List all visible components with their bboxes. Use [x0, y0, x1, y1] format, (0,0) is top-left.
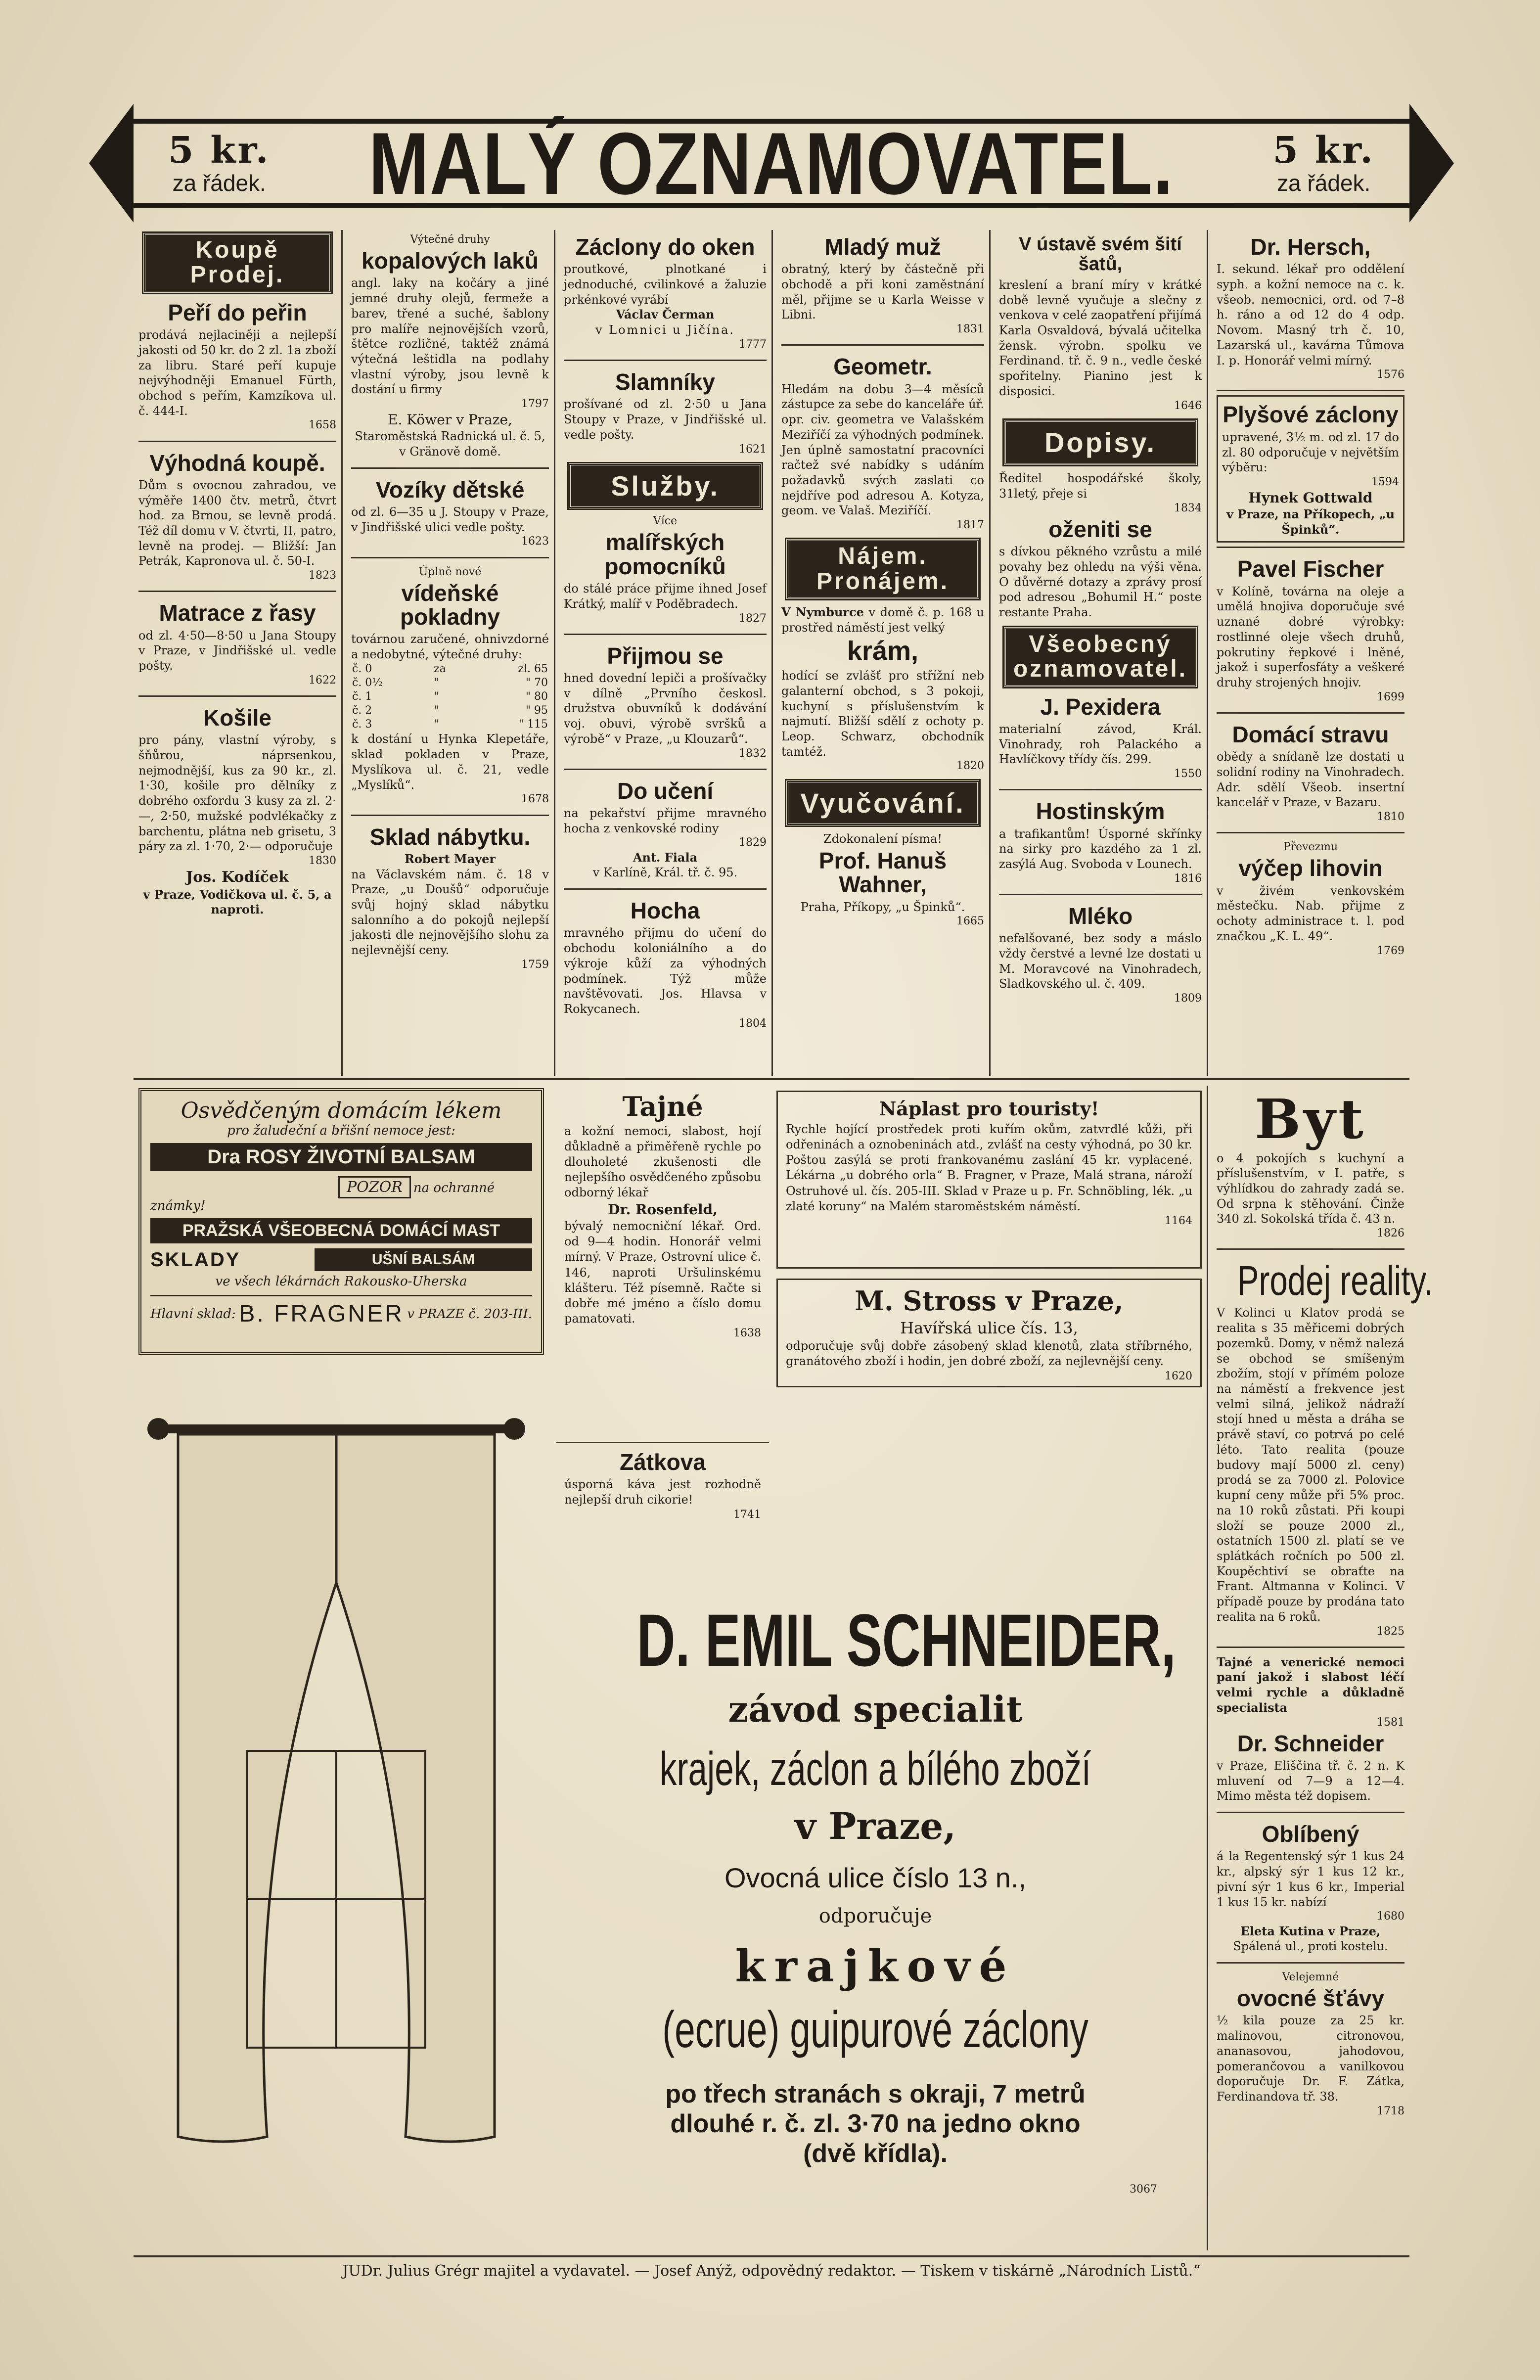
divider [1217, 832, 1404, 833]
ad-number: 1817 [956, 519, 984, 532]
ad-text: obědy a snídaně lze dostati u solidní rodiny na Vinohradech. Adr. sdělí Všeob. insertní kancelář v Praze, v Bazaru. [1217, 750, 1404, 810]
ad-text: Zdokonalení písma! [823, 832, 942, 846]
divider [1217, 390, 1404, 391]
ad-firm: Robert Mayer [404, 851, 496, 866]
size: č. 0½ [352, 676, 383, 689]
ad-title: vídeňské pokladny [400, 580, 500, 630]
ad-hersch [1217, 230, 1404, 386]
ad-text: na Václavském nám. č. 18 v Praze, „u Doušů“ odporučuje svůj hojný sklad nábytku salonního a do pokojů nejlepší jakosti dle nejnovějšího slohu za nejlevnější ceny. [351, 867, 549, 958]
ad-line-9: po třech stranách s okraji, 7 metrů [665, 2080, 1086, 2108]
ad-number: 1831 [956, 323, 984, 336]
ad-line-10: dlouhé r. č. zl. 3·70 na jedno okno [670, 2109, 1081, 2138]
ad-text: Dům s ovocnou zahradou, ve výměře 1400 čtv. metrů, čtvrt hod. za Brnou, se levně prodá. Též díl domu v V. čtvrti, II. patro, levně na prodej. — Bližší: Jan Petrák, Kapronova ul. č. 50-I. [138, 478, 336, 568]
ad-slamniky [564, 365, 767, 460]
ad-pretitle: Více [653, 515, 678, 528]
price-row [351, 718, 549, 732]
ad-number: 1741 [733, 1508, 761, 1521]
ad-line-6: odporučuje [818, 1905, 932, 1927]
product-label-mast: PRAŽSKÁ VŠEOBECNÁ DOMÁCÍ MAST [150, 1218, 532, 1243]
ad-firm: V Nymburce [781, 605, 864, 620]
column-6 [1212, 230, 1409, 1076]
column-2 [346, 230, 554, 1076]
fragner-row [150, 1295, 532, 1327]
curtain-illustration [148, 1405, 524, 2176]
ad-title: V ústavě svém šití šatů, [1019, 234, 1182, 275]
column-divider [1207, 1086, 1208, 2250]
ad-sklad-nabytku [351, 820, 549, 976]
ad-title: Mléko [1068, 903, 1133, 929]
ad-line-8: (ecrue) guipurové záclony [662, 2001, 1088, 2059]
ad-number: 1832 [739, 747, 767, 760]
price: " 70 [525, 676, 548, 689]
ad-number: 1825 [1377, 1625, 1404, 1638]
ad-text: od zl. 4·50—8·50 u Jana Stoupy v Praze, v Jindřišské ul. vedle pošty. [138, 628, 336, 673]
divider [1217, 1647, 1404, 1648]
ad-title: Peří do peřin [168, 299, 307, 325]
fragner-name: B. FRAGNER [239, 1301, 404, 1327]
price-per-line: za řádek. [172, 170, 266, 196]
column-divider [771, 230, 773, 1076]
ad-text: materialní závod, Král. Vinohrady, roh Palackého a Havlíčkovy třídy čís. 299. [999, 722, 1202, 767]
ad-number: 1680 [1377, 1910, 1404, 1923]
ad-text: mravného přijmu do učení do obchodu koloniálního a do výkroje kůží za výhodných podmínek. Týž může navštěvovati. Jos. Hlavsa v Rokycanech. [564, 926, 767, 1016]
section-banner-koupe-prodej: Koupě Prodej. [143, 233, 331, 293]
ad-text: hned dovední lepiči a prošívačky v dílně „Prvního českosl. družstva obuvníků k dodávání voj. obuvi, výrobě svršků a výrobě“ v Praze, „u Klouzarů“. [564, 671, 767, 746]
ad-oblibeny [1217, 1817, 1404, 1958]
ad-title: oženiti se [1048, 516, 1152, 542]
ad-line-5: Ovocná ulice číslo 13 n., [724, 1862, 1027, 1893]
ad-number: 1576 [1377, 368, 1404, 381]
curtain-left-panel [178, 1434, 336, 2142]
ad-address: v Praze, Vodičkova ul. č. 5, a naproti. [143, 887, 332, 917]
price-per-line: za řádek. [1277, 170, 1371, 196]
ad-vyhodna-koupe [138, 446, 336, 587]
left-arrow-ornament [89, 104, 134, 223]
column-divider [1207, 230, 1208, 1076]
section-divider [134, 1078, 1409, 1080]
divider [138, 695, 336, 697]
label: " [434, 690, 439, 703]
divider [351, 467, 549, 469]
hlavni-sklad-label: Hlavní sklad: [150, 1306, 236, 1322]
ad-peri [138, 296, 336, 437]
ad-text: V Kolinci u Klatov prodá se realita s 35 měřicemi dobrých pozemků. Domy, v němž nalezá se obchod se smíšeným zbožím, stojí v přímém poloze na náměstí a frekvence jest velmi silná, jelikož nádraží stojí hned u města a dráha se právě staví, co potrvá po celé léto. Tato realita (pouze budovy mají 5000 zl. ceny) prodá se za 7000 zl. Polovice kupní ceny může při 5% proc. na 10 roků zůstati. Při koupi složí se pouze 2000 zl., ostatních 1500 zl. platí se ve splátkách ročních po 500 zl. Koupěchtiví se obraťte na Frant. Altmanna v Kolinci. V případě pouze by prodána tato realita na 6 roků. [1217, 1306, 1404, 1624]
ad-address: Staroměstská Radnická ul. č. 5, v Gränově domě. [355, 429, 545, 458]
ad-number: 1797 [521, 398, 549, 411]
divider [138, 441, 336, 442]
divider [138, 591, 336, 592]
price-amount: 5 kr. [168, 129, 271, 172]
ad-kram [781, 602, 984, 778]
ad-number: 1809 [1174, 992, 1202, 1005]
ad-kosile [138, 701, 336, 921]
ad-text: prodává nejlaciněji a nejlepší jakosti od 50 kr. do 2 zl. 1a zboží za libru. Staré peří kupuje nejvýhodněji Emanuel Fürth, obchod s peřím, Kamzíkova ul. č. 444-I. [138, 328, 336, 418]
ad-number: 1678 [521, 793, 549, 806]
ad-title: Matrace z řasy [159, 600, 316, 626]
column-3 [559, 230, 771, 1076]
ad-kopalovych-laku [351, 230, 549, 463]
ad-title: Pavel Fischer [1237, 556, 1384, 582]
ad-title: Hostinským [1036, 798, 1165, 824]
divider [1217, 1962, 1404, 1964]
ad-number: 1622 [309, 674, 336, 687]
ad-text: úsporná káva jest rozhodně nejlepší druh cikorie! [564, 1477, 761, 1507]
ad-zaclony [564, 230, 767, 356]
price-row [351, 690, 549, 704]
ad-mlady-muz [781, 230, 984, 340]
ad-title: Geometr. [833, 354, 932, 380]
ad-pokladny [351, 562, 549, 811]
ad-hostinskym [999, 794, 1202, 890]
column-4 [776, 230, 989, 1076]
ad-text: angl. laky na kočáry a jiné jemné druhy olejů, fermeže a barev, třené a suché, šablony pro malíře nejnovějších vzorů, štětce rozličné, taktéž známá výtečná leštidla na podlahy vlastní výroby, jsou levně k dostání u firmy [351, 276, 549, 397]
ad-title: Sklad nábytku. [369, 824, 531, 850]
ad-text: o 4 pokojích s kuchyní a příslušenstvím, v I. patře, s výhlídkou do zahrady zadá se. Od srpna k stěhování. Činže 340 zl. Sokolská třída č. 43 n. [1217, 1151, 1404, 1226]
label: " [434, 676, 439, 689]
ad-number: 1718 [1377, 2105, 1404, 2117]
rod-finial-left [147, 1418, 169, 1440]
section-banner-vseobecny: Všeobecný oznamovatel. [1004, 627, 1197, 687]
ad-title: Prof. Hanuš Wahner, [818, 848, 947, 898]
ad-text: prošívané od zl. 2·50 u Jana Stoupy v Praze, v Jindřišské ul. vedle pošty. [564, 397, 767, 442]
ad-zatkova [556, 1442, 769, 1521]
ad-malirskych-pomocniku [564, 511, 767, 629]
price: zl. 65 [518, 662, 548, 675]
ad-text: ½ kila pouze za 25 kr. malinovou, citronovou, ananasovou, jahodovou, pomerančovou a vanilkovou doporučuje Dr. F. Zátka, Ferdinandova tř. 38. [1217, 2014, 1404, 2104]
ad-matrace [138, 596, 336, 691]
ad-title: Náplast pro touristy! [879, 1098, 1099, 1120]
ad-firm: Hynek Gottwald [1248, 490, 1373, 506]
ad-text: do stálé práce přijme ihned Josef Krátký, malíř v Poděbradech. [564, 582, 767, 611]
divider [999, 789, 1202, 790]
ad-number: 1594 [1371, 475, 1399, 488]
masthead [134, 114, 1409, 213]
price-row [351, 662, 549, 676]
product-label-usni: UŠNÍ BALSÁM [315, 1248, 532, 1271]
ad-text: pro pány, vlastní výroby, s šňůrou, náprsenkou, nejmodnější, kus za 90 kr., zl. 1·30, košile pro dělníky z dobrého oxfordu 3 kusy za zl. 2·—, 2·50, mužské podvlékačky z barchentu, plátna neb grisetu, 3 páry za zl. 1·70, 2·— odporučuje [138, 733, 336, 854]
ad-title: M. Stross v Praze, [855, 1285, 1124, 1317]
ad-title: krám, [847, 636, 919, 666]
curtain-right-panel [336, 1434, 495, 2142]
ad-number: 1164 [1165, 1215, 1192, 1228]
ad-title: Mladý muž [824, 234, 941, 260]
ad-ovocne-stavy [1217, 1968, 1404, 2122]
ad-title: Plyšové záclony [1223, 402, 1399, 428]
price-table [351, 662, 549, 732]
ad-fragner-balsam [138, 1088, 544, 1355]
pozor-note: na ochranné známky! [150, 1181, 495, 1213]
ad-title: Vozíky dětské [375, 476, 525, 503]
ad-number: 1658 [309, 419, 336, 432]
ad-title: kopalových laků [362, 248, 539, 274]
label: " [434, 718, 439, 731]
ad-naplast [776, 1091, 1202, 1269]
ad-pretitle: Velejemné [1282, 1970, 1339, 1983]
ad-plysove-zaclony [1217, 395, 1404, 543]
imprint-footer: JUDr. Julius Grégr majitel a vydavatel. — Josef Anýž, odpovědný redaktor. — Tiskem v tiskárně „Národních Listů.“ [342, 2262, 1201, 2280]
ad-fischer [1217, 552, 1404, 708]
ad-address: Praha, Příkopy, „u Špinků“. [800, 900, 965, 914]
divider [1217, 712, 1404, 714]
ad-line-7: krajkové [735, 1940, 1016, 1992]
ad-title: Domácí stravu [1232, 721, 1389, 747]
price-left [168, 129, 271, 196]
section-banner-najem: Nájem. Pronájem. [786, 539, 979, 599]
ad-pretitle: Výtečné druhy [410, 233, 490, 246]
divider [351, 557, 549, 558]
ad-wahner [781, 828, 984, 932]
ad-text: a kožní nemoci, slabost, hojí důkladně a přiměřeně rychle po dlouholeté zkušenosti dle nejlepšího osvědčeného způsobu odborný lékař [564, 1124, 761, 1200]
ad-byt [1217, 1086, 1404, 1244]
ad-prijmou-se [564, 639, 767, 765]
ad-firm: Václav Čerman [616, 307, 715, 322]
divider [999, 894, 1202, 895]
ad-title: Dr. Hersch, [1250, 234, 1371, 260]
ad-title: Do učení [617, 778, 714, 804]
sklady-label: SKLADY [150, 1248, 241, 1271]
ad-number: 1646 [1174, 399, 1202, 412]
ad-siti-satu [999, 230, 1202, 417]
divider [564, 769, 767, 770]
ad-number: 1777 [739, 338, 767, 351]
ad-pretitle: Úplně nové [418, 565, 482, 578]
section-banner-dopisy: Dopisy. [1004, 420, 1197, 465]
ad-firm: Ant. Fiala [633, 850, 698, 865]
ad-number: 1620 [1165, 1370, 1192, 1382]
divider [564, 634, 767, 635]
column-right-lower [1212, 1086, 1433, 2253]
price: " 80 [525, 690, 548, 703]
price-amount: 5 kr. [1272, 129, 1375, 172]
ad-address: v Lomnici u Jičína. [595, 323, 735, 337]
ad-number: 1826 [1377, 1227, 1404, 1240]
ad-title: J. Pexidera [1040, 693, 1161, 720]
page-title: MALÝ OZNAMOVATEL. [369, 114, 1174, 213]
ad-title: Zátkova [620, 1449, 706, 1475]
ad-number: 1581 [1377, 1716, 1404, 1729]
ad-number: 1638 [733, 1327, 761, 1340]
ad-title: Přijmou se [607, 642, 724, 669]
price-row [351, 676, 549, 690]
ad-number: 1830 [309, 854, 336, 867]
product-label-balsam: Dra ROSY ŽIVOTNÍ BALSAM [150, 1143, 532, 1171]
ad-number: 1623 [521, 535, 549, 548]
label: za [434, 662, 446, 675]
ad-title: Byt [1255, 1087, 1366, 1151]
ad-pexidera [999, 690, 1202, 785]
pozor-label: POZOR [338, 1176, 411, 1198]
ad-number: 1827 [739, 612, 767, 625]
ad-title: Hocha [630, 898, 700, 924]
ad-number: 3067 [1130, 2183, 1157, 2196]
ad-text-2: bývalý nemocniční lékař. Ord. od 9—4 hodin. Honorář velmi mírný. V Praze, Ostrovní ulice č. 146, naproti Uršulinskému klášteru. Též písemně. Račte si dobře mé jméno a číslo domu pamatovati. [564, 1219, 761, 1326]
ad-slogan: Osvědčeným domácím lékem [181, 1098, 502, 1123]
ad-number: 1769 [1377, 944, 1404, 957]
fragner-address: v PRAZE č. 203-III. [407, 1306, 532, 1322]
column-1 [134, 230, 341, 1076]
ad-prodej-reality [1217, 1254, 1433, 1642]
ad-number: 1820 [956, 760, 984, 773]
ad-title: Dr. Schneider [1237, 1730, 1384, 1756]
ad-text: Tajné a venerické nemoci paní jakož i slabost léčí velmi rychle a důkladně specialista [1217, 1654, 1404, 1715]
ad-title: D. EMIL SCHNEIDER, [636, 1599, 1176, 1682]
ad-number: 1810 [1377, 811, 1404, 824]
ad-number: 1829 [739, 836, 767, 849]
ad-title: Výhodná koupě. [149, 450, 325, 476]
column-divider [341, 230, 343, 1076]
ad-text: á la Regentenský sýr 1 kus 24 kr., alpský sýr 1 kus 12 kr., pivní sýr 1 kus 6 kr., Imperial 1 kus 15 kr. nabízí [1217, 1849, 1404, 1909]
rod-finial-right [503, 1418, 525, 1440]
ad-subslogan: pro žaludeční a břišní nemoce jest: [227, 1123, 455, 1138]
ad-number: 1550 [1174, 768, 1202, 780]
ad-title: Oblíbený [1262, 1821, 1359, 1847]
ad-text: v domě č. p. 168 u prostřed náměstí jest velký [781, 605, 984, 635]
divider [564, 360, 767, 361]
ad-firm: Jos. Kodíček [186, 869, 289, 886]
ad-text: a trafikantům! Úsporné skřínky na sirky pro kazdého za 1 zl. zasýlá Aug. Svoboda v Lounech. [999, 826, 1202, 871]
ad-number: 1816 [1174, 872, 1202, 885]
lekarny-note: ve všech lékárnách Rakousko-Uherska [215, 1274, 467, 1289]
size: č. 3 [352, 718, 372, 731]
ad-text: proutkové, plnotkané i jednoduché, cvilinkové a žaluzie prkénkové vyrábí [564, 262, 767, 307]
ad-emil-schneider [544, 1598, 1207, 2255]
ad-geometr [781, 350, 984, 536]
ad-line-4: v Praze, [794, 1805, 956, 1848]
size: č. 2 [352, 704, 372, 717]
ad-oženiti-se [999, 468, 1202, 624]
ad-title: Tajné [622, 1091, 703, 1122]
ad-text: v živém venkovském městečku. Nab. přijme z ochoty administrace t. l. pod značkou „K. L. 49“. [1217, 883, 1404, 943]
section-banner-vyucovani: Vyučování. [786, 780, 979, 826]
ad-text: Hledám na dobu 3—4 měsíců zástupce za sebe do kanceláře úř. opr. civ. geometra ve Valašském Meziříčí za výhodných podmínek. Jen úplně samostatní pracovníci račtež své nabídky s udáním požadavků svých zaslati co nejdříve pod adresou A. Kotyza, geom. ve Valaš. Meziříčí. [781, 382, 984, 518]
ad-domaci-strava [1217, 718, 1404, 828]
ad-mleko [999, 899, 1202, 1009]
price-right [1272, 129, 1375, 196]
ad-firm: Dr. Rosenfeld, [608, 1201, 718, 1218]
ad-line-11: (dvě křídla). [803, 2139, 948, 2168]
ad-text: odporučuje svůj dobře zásobený sklad klenotů, zlata stříbrného, granátového zboží i hodin, jen dobré zboží, za nejlevnější ceny. [786, 1339, 1192, 1369]
ad-text: nefalšované, bez sody a máslo vždy čerstvé a levné lze dostati u M. Moravcové na Vinohradech, Sladkovského ul. č. 409. [999, 931, 1202, 991]
ad-number: 1823 [309, 569, 336, 582]
divider [1217, 547, 1404, 548]
ad-text-2: hodící se zvlášť pro střížní neb galanterní obchod, s 3 pokoji, kuchyní s příslušenstvím k najmutí. Bližší sdělí z ochoty p. Leop. Schwarz, obchodník tamtéž. [781, 669, 984, 759]
label: " [434, 704, 439, 717]
ad-text: obratný, který by částečně při obchodě a při koni zaměstnání měl, přijme se u Karla Weisse v Libni. [781, 262, 984, 322]
ad-text: továrnou zaručené, ohnivzdorné a nedobytné, výtečné druhy: [351, 632, 549, 661]
curtain-rod [158, 1424, 514, 1433]
size: č. 0 [352, 662, 372, 675]
ad-pretitle: Převezmu [1283, 841, 1338, 854]
ad-number: 1699 [1377, 690, 1404, 703]
price: " 115 [518, 718, 548, 731]
ad-text: Ředitel hospodářské školy, 31letý, přeje si [999, 471, 1202, 501]
sklady-row [150, 1248, 532, 1271]
ad-text: od zl. 6—35 u J. Stoupy v Praze, v Jindřišské ulici vedle pošty. [351, 504, 549, 534]
right-arrow-ornament [1409, 104, 1454, 223]
footer-divider [134, 2255, 1409, 2257]
ad-number: 1665 [956, 915, 984, 928]
ad-title: Košile [203, 704, 272, 731]
section-banner-sluzby: Služby. [569, 463, 762, 509]
ad-do-uceni [564, 774, 767, 884]
ad-address: v Praze, na Příkopech, „u Špinků“. [1226, 506, 1395, 537]
ad-text: Rychle hojící prostředek proti kuřím okům, zatvrdlé kůži, při odřeninách a oznobeninách atd., zvlášť na cesty výhodná, po 30 kr. Poštou zasýlá se proti frankovanému zaslání 45 kr. vyplacené. Lékárna „u dobrého orla“ B. Fragner, v Praze, Malá strana, nároží Ostruhové ul. čís. 205-III. Sklad v Praze u p. Fr. Schnöbling, lék. „u zlaté koruny“ na Malém staroměstském náměstí. [786, 1122, 1192, 1213]
ad-hocha [564, 894, 767, 1035]
price: " 95 [525, 704, 548, 717]
divider [351, 815, 549, 816]
ad-title: výčep lihovin [1238, 855, 1383, 881]
ad-firm: E. Köwer v Praze, [388, 412, 512, 428]
ad-line-2: závod specialit [728, 1688, 1023, 1730]
ad-firm: Eleta Kutina v Praze, [1240, 1923, 1381, 1938]
ad-text: I. sekund. lékař pro oddělení syph. a kožní nemoce na c. k. všeob. nemocnici, ord. od 7–8 h. ráno a od 12 do 4 odp. Novom. Masný trh č. 10, Lazarská ul., kavárna Tůmova I. p. Honorář velmi mírný. [1217, 262, 1404, 367]
ad-address: Spálená ul., proti kostelu. [1233, 1939, 1388, 1954]
ad-line-3: krajek, záclon a bílého zboží [659, 1742, 1091, 1795]
ad-text-2: v Praze, Eliščina tř. č. 2 n. K mluvení od 7—9 a 12—4. Mimo města též dopisem. [1217, 1759, 1404, 1803]
ad-number: 1759 [521, 958, 549, 971]
ad-number: 1834 [1174, 502, 1202, 514]
divider [1217, 1248, 1404, 1250]
ad-address: v Karlíně, Král. tř. č. 95. [592, 866, 738, 880]
ad-text-2: s dívkou pěkného vzrůstu a milé povahy bez ohledu na výši věna. O důvěrné dotazy a zprávy prosí pod adresou „Bohumil H.“ poste restante Praha. [999, 545, 1202, 620]
ad-number: 1621 [739, 443, 767, 456]
ad-voziky [351, 473, 549, 553]
ad-number: 1804 [739, 1017, 767, 1030]
ad-text: upravené, 3½ m. od zl. 17 do zl. 80 odporučuje v největším výběru: [1222, 430, 1399, 475]
size: č. 1 [352, 690, 372, 703]
ad-title: Prodej reality. [1237, 1257, 1433, 1304]
ad-title: ovocné šťávy [1236, 1985, 1385, 2012]
ad-dr-schneider [1217, 1652, 1404, 1808]
column-divider [989, 230, 991, 1076]
ad-text: v Kolíně, továrna na oleje a umělá hnojiva doporučuje své uznané dobré výrobky: rostlinné oleje všech druhů, pokrutiny řepkové i lněné, jakož i superfosfáty a veškeré druhy strojených hnojiv. [1217, 584, 1404, 689]
ad-title: Záclony do oken [575, 234, 755, 260]
ad-text: kreslení a braní míry v krátké době levně vyučuje a slečny z venkova v celé zaopatření přijímá Karla Osvaldová, bývalá učitelka žensk. výrobn. spolku ve Ferdinand. tř. č. 9 n., vedle české spořitelny. Pianino jest k disposici. [999, 277, 1202, 398]
ad-address: Havířská ulice čís. 13, [900, 1318, 1078, 1337]
ad-text-2: k dostání u Hynka Klepetáře, sklad pokladen v Praze, Myslíkova ul. č. 21, vedle „Myslíků“. [351, 732, 549, 792]
ad-text: na pekařství přijme mravného hocha z venkovské rodiny [564, 806, 767, 835]
ad-title: Slamníky [615, 369, 715, 395]
divider [564, 888, 767, 890]
ad-stross [776, 1279, 1202, 1387]
divider [781, 344, 984, 346]
column-divider [554, 230, 555, 1076]
column-5 [994, 230, 1207, 1076]
ad-vycep [1217, 837, 1404, 961]
ad-tajne-rosenfeld [556, 1086, 769, 1437]
ad-title: malířských pomocníků [604, 529, 726, 579]
price-row [351, 704, 549, 718]
divider [1217, 1812, 1404, 1813]
